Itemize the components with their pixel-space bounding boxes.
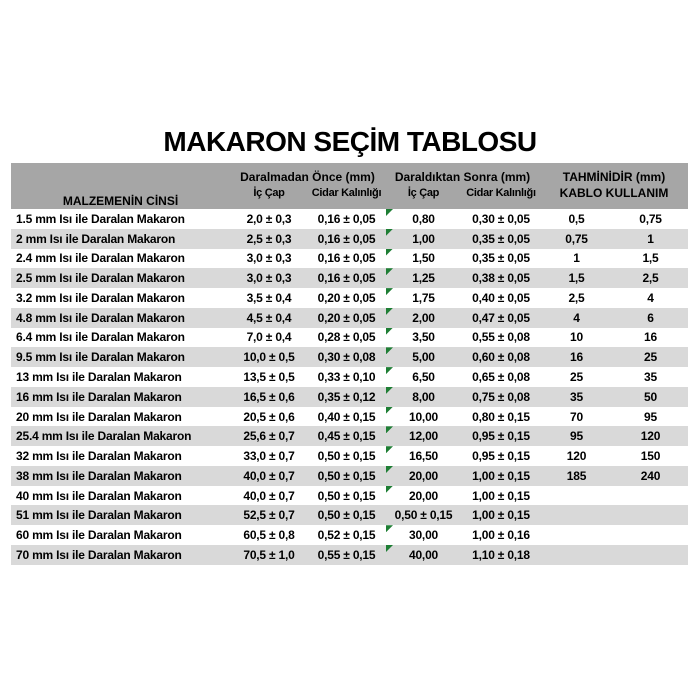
cell-value: 0,16 ± 0,05 [317,211,376,226]
before-ic-cap-cell [230,328,308,348]
after-cidar-cell [462,249,540,269]
table-row [11,249,688,269]
cell-value: 16,5 ± 0,6 [243,389,295,404]
cell-value: 0,75 ± 0,08 [472,389,530,404]
kablo-min-cell [540,268,613,288]
cell-value: 0,50 ± 0,15 [317,488,376,503]
kablo-max-cell [613,288,688,308]
kablo-min-cell [540,308,613,328]
cell-value: 0,75 [565,231,588,246]
before-ic-cap-cell [230,407,308,427]
cell-value: 1,5 [568,271,585,286]
cell-value: 32 mm Isı ile Daralan Makaron [16,449,182,464]
col-header-material: MALZEMENİN CİNSİ [11,163,230,209]
cell-value: 95 [644,409,657,424]
kablo-min-cell [540,249,613,269]
cell-value: 0,80 [412,211,435,226]
table-row [11,426,688,446]
after-ic-cap-cell [385,229,462,249]
table-row [11,229,688,249]
cell-value: 0,80 ± 0,15 [472,409,530,424]
kablo-max-cell [613,387,688,407]
error-flag-icon [386,486,393,493]
error-flag-icon [386,545,393,552]
material-cell [11,229,230,249]
cell-value: 1 [647,231,654,246]
before-cidar-cell [308,426,385,446]
cell-value: 0,47 ± 0,05 [472,310,530,325]
cell-value: 35 [644,370,657,384]
material-cell [11,525,230,545]
error-flag-icon [386,268,393,275]
after-ic-cap-cell [385,446,462,466]
error-flag-icon [386,288,393,295]
cell-value: 8,00 [412,389,435,404]
before-cidar-cell [308,367,385,387]
kablo-max-cell [613,426,688,446]
cell-value: 0,50 ± 0,15 [394,508,453,523]
error-flag-icon [386,407,393,414]
cell-value: 0,95 ± 0,15 [472,429,530,444]
cell-value: 1,00 ± 0,15 [472,508,530,523]
kablo-min-cell [540,545,613,565]
cell-value: 0,35 ± 0,05 [472,251,530,266]
before-ic-cap-cell [230,367,308,387]
before-cidar-cell [308,268,385,288]
kablo-min-cell [540,486,613,506]
kablo-max-cell [613,328,688,348]
material-cell [11,367,230,387]
cell-value: 0,35 ± 0,12 [317,389,376,404]
cell-value: 3,0 ± 0,3 [246,271,292,286]
cell-value: 2,00 [412,310,435,325]
material-cell [11,268,230,288]
before-cidar-cell [308,505,385,525]
after-ic-cap-cell [385,545,462,565]
cell-value: 2 mm Isı ile Daralan Makaron [16,231,176,246]
cell-value: 0,16 ± 0,05 [317,231,376,246]
after-ic-cap-cell [385,407,462,427]
kablo-min-cell [540,466,613,486]
table-row [11,387,688,407]
cell-value: 0,60 ± 0,08 [472,350,530,365]
table-header [11,163,688,209]
cell-value: 35 [570,389,583,404]
kablo-min-cell [540,446,613,466]
cell-value: 4.8 mm Isı ile Daralan Makaron [16,310,185,325]
material-cell [11,347,230,367]
material-cell [11,505,230,525]
cell-value: 0,95 ± 0,15 [472,449,530,464]
material-cell [11,308,230,328]
cell-value: 0,16 ± 0,05 [317,251,376,266]
error-flag-icon [386,446,393,453]
cell-value: 3,50 [412,330,435,345]
cell-value: 185 [566,468,587,483]
cell-value: 20,5 ± 0,6 [243,409,295,424]
before-ic-cap-cell [230,525,308,545]
error-flag-icon [386,229,393,236]
cell-value: 0,52 ± 0,15 [317,528,376,543]
before-ic-cap-cell [230,505,308,525]
cell-value: 20 mm Isı ile Daralan Makaron [16,409,182,424]
before-cidar-cell [308,545,385,565]
before-ic-cap-cell [230,209,308,229]
table-row [11,268,688,288]
after-ic-cap-cell [385,387,462,407]
cell-value: 1,00 ± 0,15 [472,468,530,483]
kablo-max-cell [613,268,688,288]
before-ic-cap-cell [230,249,308,269]
cell-value: 95 [570,429,583,444]
cell-value: 2.5 mm Isı ile Daralan Makaron [16,271,185,286]
before-ic-cap-cell [230,229,308,249]
cell-value: 16 mm Isı ile Daralan Makaron [16,389,182,404]
after-ic-cap-cell [385,466,462,486]
col-header-before-inner-diameter: İç Çap [230,185,308,209]
table-row [11,308,688,328]
kablo-max-cell [613,545,688,565]
col-header-after-inner-diameter: İç Çap [385,185,462,209]
cell-value: 120 [566,449,587,464]
before-ic-cap-cell [230,426,308,446]
cell-value: 25 [644,350,657,365]
kablo-max-cell [613,407,688,427]
before-cidar-cell [308,446,385,466]
cell-value: 0,30 ± 0,05 [472,211,530,226]
cell-value: 70,5 ± 1,0 [243,547,295,562]
cell-value: 3,5 ± 0,4 [246,290,292,305]
cell-value: 10,0 ± 0,5 [243,350,295,365]
before-ic-cap-cell [230,347,308,367]
kablo-min-cell [540,347,613,367]
material-cell [11,466,230,486]
table-row [11,407,688,427]
before-cidar-cell [308,288,385,308]
error-flag-icon [386,209,393,216]
error-flag-icon [386,367,393,374]
table-row [11,347,688,367]
cell-value: 16 [644,330,657,345]
kablo-min-cell [540,426,613,446]
makaron-selection-table [11,163,688,565]
cell-value: 70 [570,409,583,424]
kablo-min-cell [540,525,613,545]
after-cidar-cell [462,268,540,288]
cell-value: 0,55 ± 0,15 [317,547,376,562]
cell-value: 0,20 ± 0,05 [317,290,376,305]
cell-value: 0,5 [568,211,585,226]
cell-value: 16 [570,350,583,365]
cell-value: 0,28 ± 0,05 [317,330,376,345]
table-body [11,209,688,565]
after-cidar-cell [462,545,540,565]
table-row [11,486,688,506]
kablo-max-cell [613,367,688,387]
table-row [11,525,688,545]
error-flag-icon [386,328,393,335]
kablo-min-cell [540,407,613,427]
material-cell [11,446,230,466]
kablo-max-cell [613,525,688,545]
cell-value: 6 [647,310,654,325]
after-cidar-cell [462,328,540,348]
before-cidar-cell [308,209,385,229]
after-cidar-cell [462,446,540,466]
before-ic-cap-cell [230,466,308,486]
material-cell [11,486,230,506]
material-cell [11,249,230,269]
after-cidar-cell [462,486,540,506]
cell-value: 1,5 [642,251,659,266]
cell-value: 16,50 [408,449,439,464]
after-ic-cap-cell [385,426,462,446]
cell-value: 6.4 mm Isı ile Daralan Makaron [16,330,185,345]
cell-value: 0,16 ± 0,05 [317,271,376,286]
after-cidar-cell [462,367,540,387]
cell-value: 0,38 ± 0,05 [472,271,530,286]
before-cidar-cell [308,486,385,506]
kablo-max-cell [613,229,688,249]
after-cidar-cell [462,426,540,446]
before-ic-cap-cell [230,545,308,565]
cell-value: 13 mm Isı ile Daralan Makaron [16,370,182,384]
table-row [11,505,688,525]
kablo-max-cell [613,347,688,367]
table-row [11,328,688,348]
cell-value: 6,50 [412,370,435,384]
after-cidar-cell [462,308,540,328]
cell-value: 7,0 ± 0,4 [246,330,292,345]
error-flag-icon [386,249,393,256]
cell-value: 2,0 ± 0,3 [246,211,292,226]
material-cell [11,387,230,407]
cell-value: 0,35 ± 0,05 [472,231,530,246]
cell-value: 150 [640,449,661,464]
page-title: MAKARON SEÇİM TABLOSU [163,126,537,157]
after-cidar-cell [462,505,540,525]
error-flag-icon [386,308,393,315]
after-cidar-cell [462,387,540,407]
col-group-before-shrink: Daralmadan Önce (mm) [230,163,385,185]
kablo-min-cell [540,328,613,348]
cell-value: 1.5 mm Isı ile Daralan Makaron [16,211,185,226]
table-row [11,466,688,486]
table-row [11,446,688,466]
table-row [11,288,688,308]
cell-value: 0,45 ± 0,15 [317,429,376,444]
kablo-max-cell [613,308,688,328]
error-flag-icon [386,426,393,433]
cell-value: 1,50 [412,251,435,266]
cell-value: 5,00 [412,350,435,365]
after-ic-cap-cell [385,367,462,387]
kablo-max-cell [613,209,688,229]
before-ic-cap-cell [230,387,308,407]
cell-value: 0,65 ± 0,08 [472,370,530,384]
after-ic-cap-cell [385,347,462,367]
cell-value: 1,75 [412,290,435,305]
after-ic-cap-cell [385,308,462,328]
kablo-min-cell [540,288,613,308]
after-cidar-cell [462,466,540,486]
cell-value: 0,50 ± 0,15 [317,508,376,523]
cell-value: 0,30 ± 0,08 [317,350,376,365]
material-cell [11,426,230,446]
cell-value: 3,0 ± 0,3 [246,251,292,266]
before-cidar-cell [308,249,385,269]
col-header-after-wall-thickness: Cidar Kalınlığı [462,185,540,209]
cell-value: 4 [573,310,580,325]
before-ic-cap-cell [230,486,308,506]
after-cidar-cell [462,407,540,427]
material-cell [11,288,230,308]
cell-value: 240 [640,468,661,483]
material-cell [11,328,230,348]
cell-value: 60,5 ± 0,8 [243,528,295,543]
cell-value: 30,00 [408,528,439,543]
kablo-max-cell [613,446,688,466]
before-cidar-cell [308,308,385,328]
cell-value: 3.2 mm Isı ile Daralan Makaron [16,290,185,305]
before-cidar-cell [308,407,385,427]
after-cidar-cell [462,347,540,367]
before-cidar-cell [308,328,385,348]
cell-value: 0,20 ± 0,05 [317,310,376,325]
cell-value: 1,10 ± 0,18 [472,547,530,562]
before-ic-cap-cell [230,288,308,308]
cell-value: 20,00 [408,488,439,503]
error-flag-icon [386,387,393,394]
before-cidar-cell [308,387,385,407]
after-ic-cap-cell [385,505,462,525]
cell-value: 120 [640,429,661,444]
after-ic-cap-cell [385,249,462,269]
cell-value: 2,5 [642,271,659,286]
cell-value: 25 [570,370,583,384]
before-ic-cap-cell [230,268,308,288]
material-cell [11,209,230,229]
cell-value: 10 [570,330,583,345]
cell-value: 20,00 [408,468,439,483]
kablo-max-cell [613,486,688,506]
table-row [11,209,688,229]
after-cidar-cell [462,525,540,545]
cell-value: 1,00 [412,231,435,246]
cell-value: 38 mm Isı ile Daralan Makaron [16,468,182,483]
header-group-row [11,163,688,185]
cell-value: 0,50 ± 0,15 [317,449,376,464]
after-ic-cap-cell [385,328,462,348]
cell-value: 2,5 [568,290,585,305]
cell-value: 40,00 [408,547,439,562]
table-row [11,545,688,565]
before-cidar-cell [308,347,385,367]
before-ic-cap-cell [230,446,308,466]
cell-value: 10,00 [408,409,439,424]
col-group-after-shrink: Daraldıktan Sonra (mm) [385,163,540,185]
cell-value: 50 [644,389,657,404]
after-ic-cap-cell [385,268,462,288]
before-ic-cap-cell [230,308,308,328]
cell-value: 0,33 ± 0,10 [317,370,376,384]
before-cidar-cell [308,466,385,486]
cell-value: 25,6 ± 0,7 [243,429,295,444]
cell-value: 0,75 [639,211,662,226]
cell-value: 0,50 ± 0,15 [317,468,376,483]
kablo-min-cell [540,209,613,229]
cell-value: 1 [573,251,580,266]
col-header-before-wall-thickness: Cidar Kalınlığı [308,185,385,209]
cell-value: 25.4 mm Isı ile Daralan Makaron [16,429,192,444]
error-flag-icon [386,466,393,473]
cell-value: 60 mm Isı ile Daralan Makaron [16,528,182,543]
material-cell [11,545,230,565]
col-group-estimate: TAHMİNİDİR (mm) [540,163,688,185]
cell-value: 2.4 mm Isı ile Daralan Makaron [16,251,185,266]
cell-value: 1,00 ± 0,15 [472,488,530,503]
kablo-min-cell [540,387,613,407]
cell-value: 13,5 ± 0,5 [243,370,295,384]
cell-value: 2,5 ± 0,3 [246,231,292,246]
cell-value: 12,00 [408,429,439,444]
kablo-min-cell [540,505,613,525]
cell-value: 9.5 mm Isı ile Daralan Makaron [16,350,185,365]
cell-value: 0,40 ± 0,15 [317,409,376,424]
cell-value: 40,0 ± 0,7 [243,468,295,483]
kablo-max-cell [613,249,688,269]
kablo-min-cell [540,367,613,387]
error-flag-icon [386,347,393,354]
cell-value: 70 mm Isı ile Daralan Makaron [16,547,182,562]
cell-value: 33,0 ± 0,7 [243,449,295,464]
error-flag-icon [386,525,393,532]
cell-value: 1,25 [412,271,435,286]
after-ic-cap-cell [385,486,462,506]
before-cidar-cell [308,525,385,545]
cell-value: 40,0 ± 0,7 [243,488,295,503]
cell-value: 0,40 ± 0,05 [472,290,530,305]
after-ic-cap-cell [385,525,462,545]
after-ic-cap-cell [385,209,462,229]
table-row [11,367,688,387]
col-header-cable-usage: KABLO KULLANIM [540,185,688,209]
cell-value: 40 mm Isı ile Daralan Makaron [16,488,182,503]
cell-value: 0,55 ± 0,08 [472,330,530,345]
before-cidar-cell [308,229,385,249]
after-cidar-cell [462,209,540,229]
cell-value: 4 [647,290,654,305]
kablo-max-cell [613,466,688,486]
cell-value: 4,5 ± 0,4 [246,310,292,325]
after-cidar-cell [462,288,540,308]
cell-value: 52,5 ± 0,7 [243,508,295,523]
cell-value: 51 mm Isı ile Daralan Makaron [16,508,182,523]
material-cell [11,407,230,427]
after-ic-cap-cell [385,288,462,308]
kablo-max-cell [613,505,688,525]
after-cidar-cell [462,229,540,249]
cell-value: 1,00 ± 0,16 [472,528,530,543]
kablo-min-cell [540,229,613,249]
